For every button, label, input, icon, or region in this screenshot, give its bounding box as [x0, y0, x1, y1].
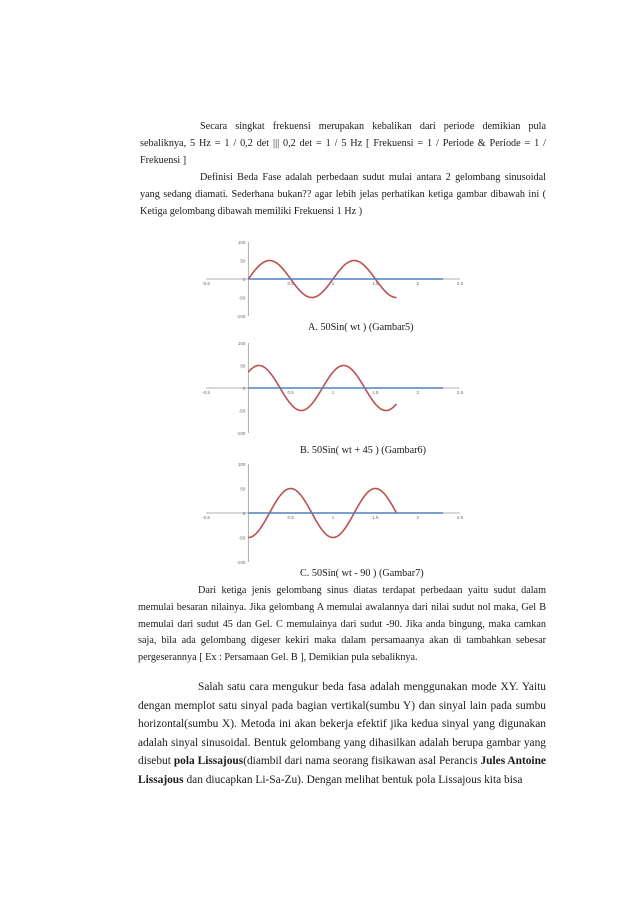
paragraph-lissajous-text-c: dan diucapkan Li-Sa-Zu). Dengan melihat bentuk pola Lissajous kita bisa	[183, 773, 523, 786]
x-tick-label: -0.5	[202, 281, 210, 286]
x-tick-label: 1	[331, 281, 335, 286]
paragraph-lissajous-text-a: Salah satu cara mengukur beda fasa adalah menggunakan mode XY. Yaitu dengan memplot satu sinyal pada bagian vertikal(sumbu Y) dan sinyal lain pada sumbu horizontal(sumbu X). Metoda ini akan bekerja efektif jika kedua sinyal yang digunakan adalah sinyal sinusoidal. Bentuk gelombang yang dihasilkan adalah berupa gambar yang disebut	[138, 681, 546, 768]
caption-figure-b: B. 50Sin( wt + 45 ) (Gambar6)	[300, 445, 426, 456]
paragraph-phase-comparison-text: Dari ketiga jenis gelombang sinus diatas terdapat perbedaan yaitu sudut dalam memulai besaran nilainya. Jika gelombang A memulai awalannya dari nilai sudut nol maka, Gel B memulai dari sudut 45 dan Gel. C memulainya dari sudut -90. Jika anda bingung, maka camkan saja, bila ada gelombang digeser kekiri maka dalam persamaanya akan di tambahkan sebesar pergeserannya [ Ex : Persamaan Gel. B ], Demikian pula sebaliknya.	[138, 585, 546, 664]
name-jules-antoine-lissajous: Jules Antoine Lissajous	[138, 755, 546, 786]
x-tick-label: 0.5	[287, 390, 294, 395]
x-tick-label: 2	[416, 281, 419, 286]
paragraph-frequency-text: Secara singkat frekuensi merupakan kebalikan dari periode demikian pula sebaliknya, 5 Hz = 1 / 0,2 det ||| 0,2 det = 1 / 5 Hz [ Frekuensi = 1 / Periode & Periode = 1 / Frekuensi ]	[140, 121, 546, 166]
y-tick-label: 50	[240, 258, 246, 264]
y-tick-label: 0	[242, 386, 246, 391]
y-tick-label: -100	[236, 431, 246, 436]
y-tick-label: -50	[238, 408, 246, 414]
paragraph-lissajous	[138, 678, 546, 790]
y-tick-label: -100	[236, 560, 246, 565]
y-tick-label: 100	[237, 240, 246, 245]
y-tick-label: 50	[240, 486, 246, 492]
chart-figure-a	[196, 238, 466, 320]
x-tick-label: 2.5	[456, 281, 464, 286]
x-tick-label: 0.5	[287, 515, 294, 520]
x-tick-label: 1.5	[372, 390, 379, 395]
paragraph-phase-definition-text: Definisi Beda Fase adalah perbedaan sudut mulai antara 2 gelombang sinusoidal yang sedang diamati. Sederhana bukan?? agar lebih jelas perhatikan ketiga gambar dibawah ini ( Ketiga gelombang dibawah memiliki Frekuensi 1 Hz )	[140, 172, 546, 217]
x-tick-label: 1	[331, 390, 335, 395]
paragraph-lissajous-text-b: (diambil dari nama seorang fisikawan asal Perancis	[243, 755, 481, 768]
chart-figure-c	[196, 460, 466, 566]
y-tick-label: 0	[242, 277, 246, 282]
x-tick-label: -0.5	[202, 390, 210, 395]
y-tick-label: 0	[242, 511, 246, 516]
y-tick-label: 50	[240, 363, 246, 369]
paragraph-phase-comparison	[138, 583, 546, 667]
x-tick-label: 1.5	[372, 281, 379, 286]
term-pola-lissajous: pola Lissajous	[173, 755, 244, 768]
x-tick-label: 1	[331, 515, 335, 520]
caption-figure-c: C. 50Sin( wt - 90 ) (Gambar7)	[300, 568, 424, 579]
chart-figure-b	[196, 339, 466, 437]
paragraph-frequency	[140, 119, 546, 169]
x-tick-label: 2.5	[456, 515, 464, 520]
x-tick-label: 2.5	[456, 390, 464, 395]
x-tick-label: 0.5	[287, 281, 294, 286]
x-tick-label: 2	[416, 515, 419, 520]
x-tick-label: 2	[416, 390, 419, 395]
caption-figure-a: A. 50Sin( wt ) (Gambar5)	[308, 322, 414, 333]
y-tick-label: -50	[238, 535, 246, 541]
x-tick-label: 1.5	[372, 515, 379, 520]
x-tick-label: -0.5	[202, 515, 210, 520]
y-tick-label: -100	[236, 314, 246, 319]
y-tick-label: 100	[237, 462, 246, 467]
y-tick-label: -50	[238, 295, 246, 301]
y-tick-label: 100	[237, 341, 246, 346]
paragraph-phase-definition	[140, 170, 546, 220]
